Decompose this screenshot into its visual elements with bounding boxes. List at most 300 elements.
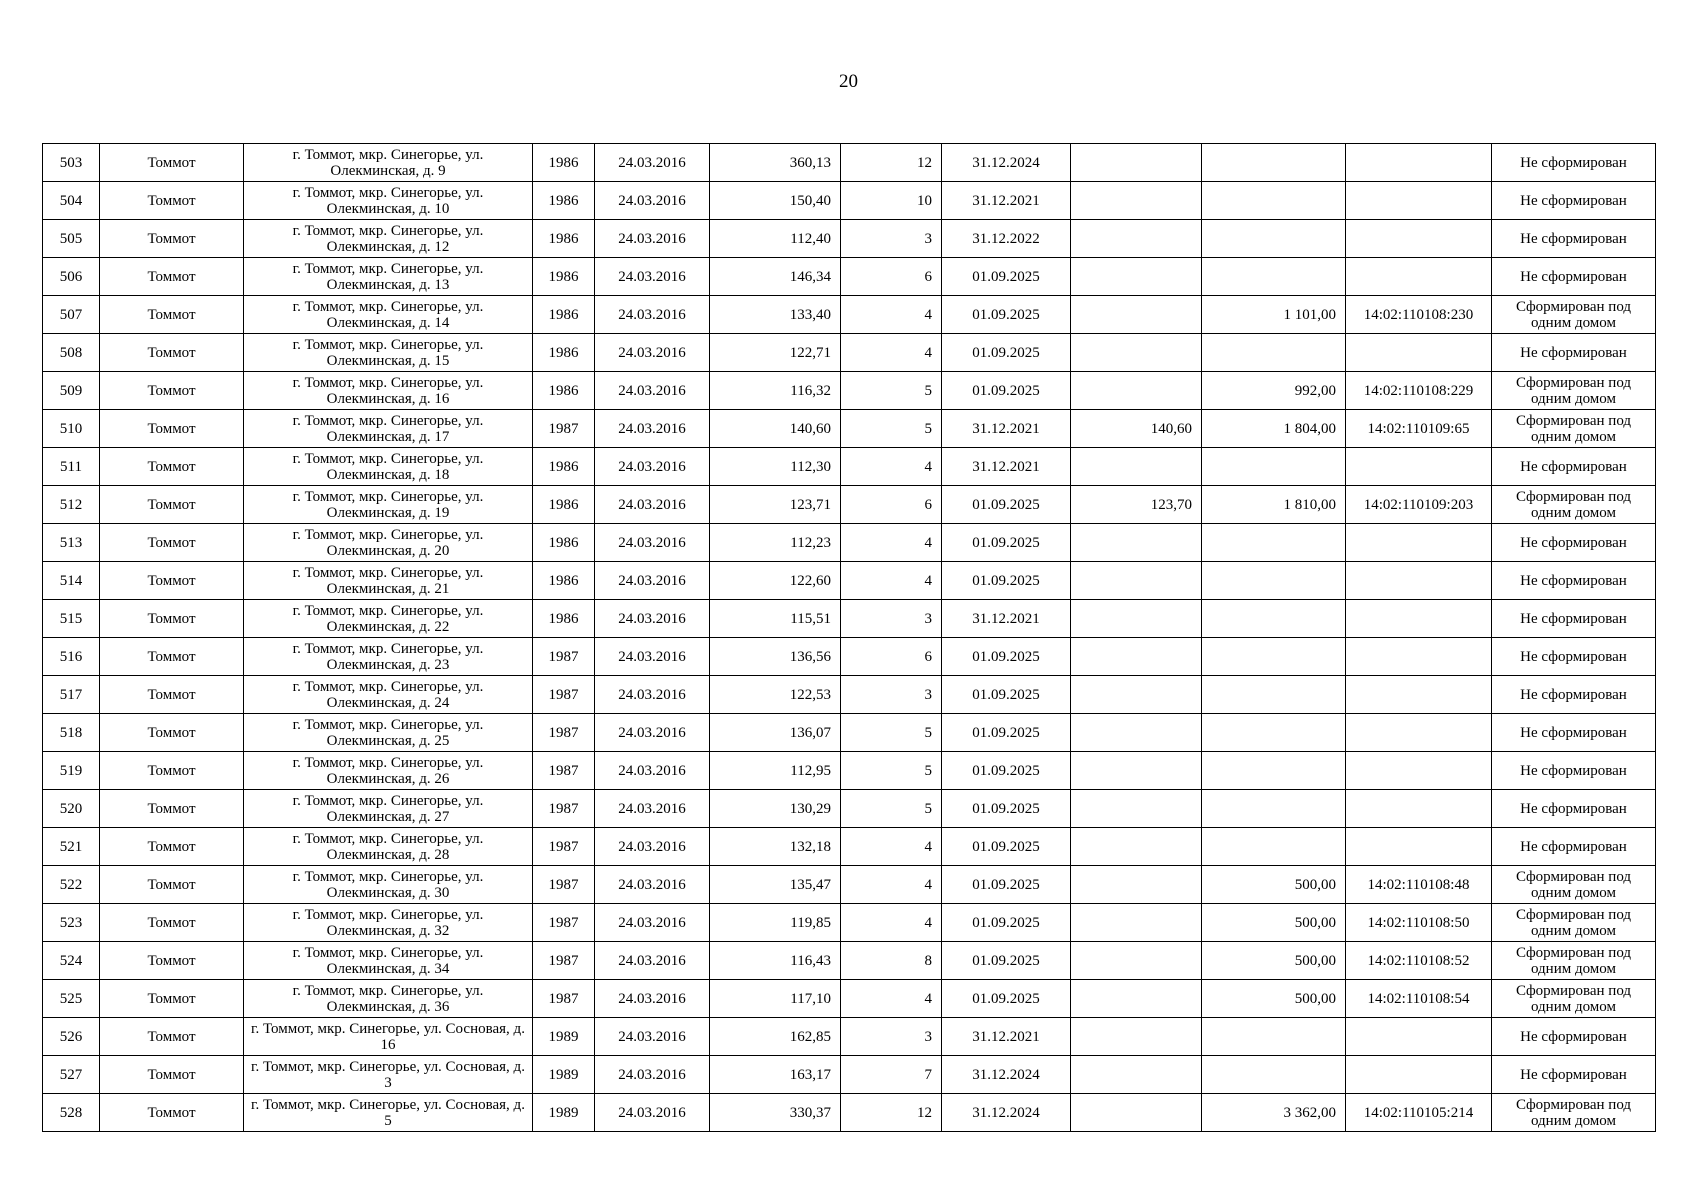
land-status-cell: Сформирован под одним домом [1492, 372, 1656, 410]
deadline-cell: 01.09.2025 [942, 562, 1071, 600]
cadastral-number-cell: 14:02:110108:50 [1346, 904, 1492, 942]
year-built-cell: 1987 [533, 752, 595, 790]
row-number-cell: 515 [43, 600, 100, 638]
extra-area-cell [1071, 220, 1202, 258]
deadline-cell: 01.09.2025 [942, 258, 1071, 296]
locality-cell: Томмот [100, 752, 244, 790]
address-cell: г. Томмот, мкр. Синегорье, ул. Олекминская, д. 23 [244, 638, 533, 676]
deadline-cell: 01.09.2025 [942, 904, 1071, 942]
land-status-cell: Не сформирован [1492, 1056, 1656, 1094]
land-area-cell [1202, 752, 1346, 790]
row-number-cell: 524 [43, 942, 100, 980]
extra-area-cell [1071, 524, 1202, 562]
land-status-cell: Сформирован под одним домом [1492, 980, 1656, 1018]
land-status-cell: Не сформирован [1492, 1018, 1656, 1056]
cadastral-number-cell [1346, 562, 1492, 600]
row-number-cell: 526 [43, 1018, 100, 1056]
table-row [43, 258, 1656, 296]
recognition-date-cell: 24.03.2016 [595, 410, 710, 448]
land-area-cell [1202, 524, 1346, 562]
extra-area-cell [1071, 448, 1202, 486]
year-built-cell: 1987 [533, 980, 595, 1018]
land-area-cell [1202, 144, 1346, 182]
year-built-cell: 1986 [533, 144, 595, 182]
cadastral-number-cell [1346, 524, 1492, 562]
recognition-date-cell: 24.03.2016 [595, 296, 710, 334]
deadline-cell: 01.09.2025 [942, 296, 1071, 334]
year-built-cell: 1986 [533, 182, 595, 220]
year-built-cell: 1987 [533, 410, 595, 448]
row-number-cell: 519 [43, 752, 100, 790]
deadline-cell: 01.09.2025 [942, 980, 1071, 1018]
area-cell: 112,23 [710, 524, 841, 562]
deadline-cell: 01.09.2025 [942, 334, 1071, 372]
cadastral-number-cell: 14:02:110108:229 [1346, 372, 1492, 410]
land-area-cell [1202, 562, 1346, 600]
land-status-cell: Не сформирован [1492, 600, 1656, 638]
cadastral-number-cell: 14:02:110105:214 [1346, 1094, 1492, 1132]
land-area-cell [1202, 790, 1346, 828]
recognition-date-cell: 24.03.2016 [595, 182, 710, 220]
residents-count-cell: 4 [841, 866, 942, 904]
address-cell: г. Томмот, мкр. Синегорье, ул. Олекминская, д. 26 [244, 752, 533, 790]
land-area-cell: 500,00 [1202, 980, 1346, 1018]
year-built-cell: 1987 [533, 638, 595, 676]
table-row [43, 334, 1656, 372]
locality-cell: Томмот [100, 524, 244, 562]
extra-area-cell [1071, 296, 1202, 334]
land-status-cell: Не сформирован [1492, 258, 1656, 296]
recognition-date-cell: 24.03.2016 [595, 1094, 710, 1132]
locality-cell: Томмот [100, 828, 244, 866]
year-built-cell: 1986 [533, 334, 595, 372]
recognition-date-cell: 24.03.2016 [595, 676, 710, 714]
recognition-date-cell: 24.03.2016 [595, 334, 710, 372]
area-cell: 122,60 [710, 562, 841, 600]
extra-area-cell [1071, 942, 1202, 980]
cadastral-number-cell [1346, 448, 1492, 486]
extra-area-cell [1071, 1056, 1202, 1094]
table-row [43, 144, 1656, 182]
table-row [43, 182, 1656, 220]
residents-count-cell: 3 [841, 1018, 942, 1056]
year-built-cell: 1986 [533, 562, 595, 600]
year-built-cell: 1987 [533, 828, 595, 866]
residents-count-cell: 7 [841, 1056, 942, 1094]
address-cell: г. Томмот, мкр. Синегорье, ул. Олекминская, д. 34 [244, 942, 533, 980]
land-status-cell: Сформирован под одним домом [1492, 486, 1656, 524]
residents-count-cell: 4 [841, 448, 942, 486]
area-cell: 132,18 [710, 828, 841, 866]
cadastral-number-cell [1346, 1056, 1492, 1094]
cadastral-number-cell [1346, 714, 1492, 752]
land-status-cell: Не сформирован [1492, 334, 1656, 372]
locality-cell: Томмот [100, 676, 244, 714]
area-cell: 150,40 [710, 182, 841, 220]
row-number-cell: 517 [43, 676, 100, 714]
land-status-cell: Сформирован под одним домом [1492, 866, 1656, 904]
year-built-cell: 1986 [533, 372, 595, 410]
extra-area-cell: 123,70 [1071, 486, 1202, 524]
row-number-cell: 522 [43, 866, 100, 904]
land-status-cell: Не сформирован [1492, 828, 1656, 866]
recognition-date-cell: 24.03.2016 [595, 714, 710, 752]
land-status-cell: Сформирован под одним домом [1492, 1094, 1656, 1132]
recognition-date-cell: 24.03.2016 [595, 904, 710, 942]
extra-area-cell [1071, 866, 1202, 904]
land-area-cell: 1 101,00 [1202, 296, 1346, 334]
cadastral-number-cell [1346, 790, 1492, 828]
locality-cell: Томмот [100, 410, 244, 448]
address-cell: г. Томмот, мкр. Синегорье, ул. Олекминская, д. 25 [244, 714, 533, 752]
deadline-cell: 01.09.2025 [942, 866, 1071, 904]
land-area-cell [1202, 638, 1346, 676]
recognition-date-cell: 24.03.2016 [595, 980, 710, 1018]
land-area-cell [1202, 676, 1346, 714]
extra-area-cell [1071, 562, 1202, 600]
row-number-cell: 512 [43, 486, 100, 524]
area-cell: 136,07 [710, 714, 841, 752]
year-built-cell: 1986 [533, 524, 595, 562]
row-number-cell: 508 [43, 334, 100, 372]
deadline-cell: 31.12.2024 [942, 1056, 1071, 1094]
year-built-cell: 1987 [533, 866, 595, 904]
residents-count-cell: 4 [841, 524, 942, 562]
extra-area-cell [1071, 1018, 1202, 1056]
recognition-date-cell: 24.03.2016 [595, 638, 710, 676]
row-number-cell: 504 [43, 182, 100, 220]
extra-area-cell [1071, 372, 1202, 410]
area-cell: 122,53 [710, 676, 841, 714]
land-status-cell: Не сформирован [1492, 448, 1656, 486]
table-row [43, 524, 1656, 562]
locality-cell: Томмот [100, 866, 244, 904]
address-cell: г. Томмот, мкр. Синегорье, ул. Олекминская, д. 24 [244, 676, 533, 714]
table-row [43, 296, 1656, 334]
extra-area-cell [1071, 676, 1202, 714]
year-built-cell: 1989 [533, 1018, 595, 1056]
table-row [43, 410, 1656, 448]
land-area-cell: 500,00 [1202, 942, 1346, 980]
cadastral-number-cell [1346, 258, 1492, 296]
area-cell: 122,71 [710, 334, 841, 372]
table-row [43, 676, 1656, 714]
recognition-date-cell: 24.03.2016 [595, 752, 710, 790]
locality-cell: Томмот [100, 296, 244, 334]
table-row [43, 1056, 1656, 1094]
area-cell: 162,85 [710, 1018, 841, 1056]
table-row [43, 486, 1656, 524]
recognition-date-cell: 24.03.2016 [595, 524, 710, 562]
extra-area-cell [1071, 600, 1202, 638]
table-row [43, 638, 1656, 676]
row-number-cell: 511 [43, 448, 100, 486]
page-number: 20 [839, 71, 858, 92]
land-area-cell: 500,00 [1202, 866, 1346, 904]
row-number-cell: 518 [43, 714, 100, 752]
locality-cell: Томмот [100, 372, 244, 410]
locality-cell: Томмот [100, 144, 244, 182]
address-cell: г. Томмот, мкр. Синегорье, ул. Олекминская, д. 18 [244, 448, 533, 486]
land-area-cell [1202, 714, 1346, 752]
year-built-cell: 1986 [533, 448, 595, 486]
land-status-cell: Не сформирован [1492, 676, 1656, 714]
residents-count-cell: 12 [841, 144, 942, 182]
area-cell: 135,47 [710, 866, 841, 904]
cadastral-number-cell [1346, 752, 1492, 790]
cadastral-number-cell [1346, 676, 1492, 714]
row-number-cell: 521 [43, 828, 100, 866]
recognition-date-cell: 24.03.2016 [595, 372, 710, 410]
row-number-cell: 514 [43, 562, 100, 600]
recognition-date-cell: 24.03.2016 [595, 600, 710, 638]
deadline-cell: 01.09.2025 [942, 524, 1071, 562]
recognition-date-cell: 24.03.2016 [595, 866, 710, 904]
recognition-date-cell: 24.03.2016 [595, 1018, 710, 1056]
address-cell: г. Томмот, мкр. Синегорье, ул. Олекминская, д. 27 [244, 790, 533, 828]
deadline-cell: 31.12.2021 [942, 410, 1071, 448]
locality-cell: Томмот [100, 714, 244, 752]
cadastral-number-cell [1346, 600, 1492, 638]
residents-count-cell: 5 [841, 372, 942, 410]
residents-count-cell: 3 [841, 676, 942, 714]
row-number-cell: 507 [43, 296, 100, 334]
deadline-cell: 31.12.2021 [942, 600, 1071, 638]
row-number-cell: 513 [43, 524, 100, 562]
locality-cell: Томмот [100, 980, 244, 1018]
year-built-cell: 1987 [533, 790, 595, 828]
area-cell: 360,13 [710, 144, 841, 182]
recognition-date-cell: 24.03.2016 [595, 144, 710, 182]
row-number-cell: 528 [43, 1094, 100, 1132]
land-status-cell: Не сформирован [1492, 144, 1656, 182]
address-cell: г. Томмот, мкр. Синегорье, ул. Олекминская, д. 22 [244, 600, 533, 638]
table-row [43, 752, 1656, 790]
recognition-date-cell: 24.03.2016 [595, 220, 710, 258]
table-row [43, 220, 1656, 258]
housing-registry-table [42, 143, 1656, 1132]
land-status-cell: Сформирован под одним домом [1492, 904, 1656, 942]
year-built-cell: 1986 [533, 258, 595, 296]
land-area-cell: 3 362,00 [1202, 1094, 1346, 1132]
year-built-cell: 1987 [533, 942, 595, 980]
cadastral-number-cell: 14:02:110108:54 [1346, 980, 1492, 1018]
residents-count-cell: 8 [841, 942, 942, 980]
extra-area-cell [1071, 790, 1202, 828]
land-status-cell: Не сформирован [1492, 220, 1656, 258]
land-area-cell [1202, 1018, 1346, 1056]
address-cell: г. Томмот, мкр. Синегорье, ул. Олекминская, д. 12 [244, 220, 533, 258]
recognition-date-cell: 24.03.2016 [595, 1056, 710, 1094]
residents-count-cell: 10 [841, 182, 942, 220]
deadline-cell: 01.09.2025 [942, 676, 1071, 714]
land-area-cell [1202, 220, 1346, 258]
year-built-cell: 1989 [533, 1056, 595, 1094]
deadline-cell: 01.09.2025 [942, 752, 1071, 790]
residents-count-cell: 5 [841, 410, 942, 448]
cadastral-number-cell: 14:02:110108:52 [1346, 942, 1492, 980]
deadline-cell: 01.09.2025 [942, 638, 1071, 676]
deadline-cell: 31.12.2022 [942, 220, 1071, 258]
land-status-cell: Не сформирован [1492, 524, 1656, 562]
locality-cell: Томмот [100, 562, 244, 600]
table-row [43, 372, 1656, 410]
cadastral-number-cell [1346, 638, 1492, 676]
deadline-cell: 31.12.2021 [942, 1018, 1071, 1056]
area-cell: 115,51 [710, 600, 841, 638]
land-status-cell: Не сформирован [1492, 752, 1656, 790]
land-status-cell: Не сформирован [1492, 562, 1656, 600]
cadastral-number-cell [1346, 220, 1492, 258]
year-built-cell: 1986 [533, 220, 595, 258]
extra-area-cell [1071, 904, 1202, 942]
row-number-cell: 509 [43, 372, 100, 410]
residents-count-cell: 4 [841, 828, 942, 866]
land-status-cell: Не сформирован [1492, 182, 1656, 220]
locality-cell: Томмот [100, 1094, 244, 1132]
land-status-cell: Не сформирован [1492, 790, 1656, 828]
year-built-cell: 1986 [533, 296, 595, 334]
locality-cell: Томмот [100, 638, 244, 676]
area-cell: 116,43 [710, 942, 841, 980]
residents-count-cell: 4 [841, 980, 942, 1018]
locality-cell: Томмот [100, 600, 244, 638]
area-cell: 117,10 [710, 980, 841, 1018]
recognition-date-cell: 24.03.2016 [595, 942, 710, 980]
locality-cell: Томмот [100, 258, 244, 296]
area-cell: 112,40 [710, 220, 841, 258]
cadastral-number-cell: 14:02:110108:48 [1346, 866, 1492, 904]
locality-cell: Томмот [100, 182, 244, 220]
table-row [43, 1094, 1656, 1132]
locality-cell: Томмот [100, 448, 244, 486]
land-status-cell: Сформирован под одним домом [1492, 410, 1656, 448]
table-row [43, 904, 1656, 942]
recognition-date-cell: 24.03.2016 [595, 258, 710, 296]
address-cell: г. Томмот, мкр. Синегорье, ул. Сосновая, д. 16 [244, 1018, 533, 1056]
locality-cell: Томмот [100, 942, 244, 980]
cadastral-number-cell: 14:02:110108:230 [1346, 296, 1492, 334]
year-built-cell: 1987 [533, 904, 595, 942]
cadastral-number-cell [1346, 334, 1492, 372]
land-area-cell [1202, 1056, 1346, 1094]
area-cell: 116,32 [710, 372, 841, 410]
extra-area-cell [1071, 334, 1202, 372]
deadline-cell: 01.09.2025 [942, 372, 1071, 410]
cadastral-number-cell [1346, 828, 1492, 866]
locality-cell: Томмот [100, 790, 244, 828]
residents-count-cell: 6 [841, 486, 942, 524]
address-cell: г. Томмот, мкр. Синегорье, ул. Олекминская, д. 15 [244, 334, 533, 372]
residents-count-cell: 5 [841, 752, 942, 790]
locality-cell: Томмот [100, 1056, 244, 1094]
area-cell: 130,29 [710, 790, 841, 828]
year-built-cell: 1986 [533, 600, 595, 638]
address-cell: г. Томмот, мкр. Синегорье, ул. Олекминская, д. 16 [244, 372, 533, 410]
land-area-cell [1202, 828, 1346, 866]
recognition-date-cell: 24.03.2016 [595, 448, 710, 486]
row-number-cell: 520 [43, 790, 100, 828]
table-row [43, 980, 1656, 1018]
extra-area-cell [1071, 258, 1202, 296]
recognition-date-cell: 24.03.2016 [595, 562, 710, 600]
year-built-cell: 1989 [533, 1094, 595, 1132]
deadline-cell: 01.09.2025 [942, 942, 1071, 980]
residents-count-cell: 6 [841, 638, 942, 676]
row-number-cell: 503 [43, 144, 100, 182]
locality-cell: Томмот [100, 1018, 244, 1056]
residents-count-cell: 4 [841, 334, 942, 372]
table-row [43, 1018, 1656, 1056]
cadastral-number-cell [1346, 182, 1492, 220]
land-area-cell [1202, 334, 1346, 372]
row-number-cell: 505 [43, 220, 100, 258]
land-area-cell [1202, 258, 1346, 296]
extra-area-cell [1071, 828, 1202, 866]
year-built-cell: 1987 [533, 676, 595, 714]
deadline-cell: 31.12.2021 [942, 448, 1071, 486]
land-area-cell [1202, 448, 1346, 486]
address-cell: г. Томмот, мкр. Синегорье, ул. Олекминская, д. 36 [244, 980, 533, 1018]
deadline-cell: 01.09.2025 [942, 714, 1071, 752]
table-row [43, 600, 1656, 638]
land-area-cell: 992,00 [1202, 372, 1346, 410]
table-row [43, 866, 1656, 904]
residents-count-cell: 6 [841, 258, 942, 296]
area-cell: 136,56 [710, 638, 841, 676]
address-cell: г. Томмот, мкр. Синегорье, ул. Сосновая, д. 3 [244, 1056, 533, 1094]
extra-area-cell [1071, 182, 1202, 220]
year-built-cell: 1987 [533, 714, 595, 752]
area-cell: 112,95 [710, 752, 841, 790]
cadastral-number-cell: 14:02:110109:65 [1346, 410, 1492, 448]
residents-count-cell: 5 [841, 790, 942, 828]
table-row [43, 562, 1656, 600]
row-number-cell: 523 [43, 904, 100, 942]
year-built-cell: 1986 [533, 486, 595, 524]
land-area-cell: 1 810,00 [1202, 486, 1346, 524]
area-cell: 163,17 [710, 1056, 841, 1094]
table-row [43, 942, 1656, 980]
address-cell: г. Томмот, мкр. Синегорье, ул. Олекминская, д. 14 [244, 296, 533, 334]
area-cell: 123,71 [710, 486, 841, 524]
deadline-cell: 31.12.2024 [942, 1094, 1071, 1132]
deadline-cell: 01.09.2025 [942, 790, 1071, 828]
table-body [43, 144, 1656, 1132]
land-area-cell: 1 804,00 [1202, 410, 1346, 448]
address-cell: г. Томмот, мкр. Синегорье, ул. Олекминская, д. 13 [244, 258, 533, 296]
address-cell: г. Томмот, мкр. Синегорье, ул. Олекминская, д. 10 [244, 182, 533, 220]
table-row [43, 790, 1656, 828]
residents-count-cell: 5 [841, 714, 942, 752]
locality-cell: Томмот [100, 904, 244, 942]
residents-count-cell: 4 [841, 562, 942, 600]
address-cell: г. Томмот, мкр. Синегорье, ул. Сосновая, д. 5 [244, 1094, 533, 1132]
land-area-cell: 500,00 [1202, 904, 1346, 942]
locality-cell: Томмот [100, 220, 244, 258]
land-status-cell: Не сформирован [1492, 714, 1656, 752]
residents-count-cell: 4 [841, 296, 942, 334]
land-status-cell: Сформирован под одним домом [1492, 296, 1656, 334]
extra-area-cell [1071, 1094, 1202, 1132]
table-row [43, 828, 1656, 866]
cadastral-number-cell [1346, 1018, 1492, 1056]
extra-area-cell [1071, 714, 1202, 752]
area-cell: 133,40 [710, 296, 841, 334]
extra-area-cell [1071, 752, 1202, 790]
land-area-cell [1202, 182, 1346, 220]
address-cell: г. Томмот, мкр. Синегорье, ул. Олекминская, д. 19 [244, 486, 533, 524]
